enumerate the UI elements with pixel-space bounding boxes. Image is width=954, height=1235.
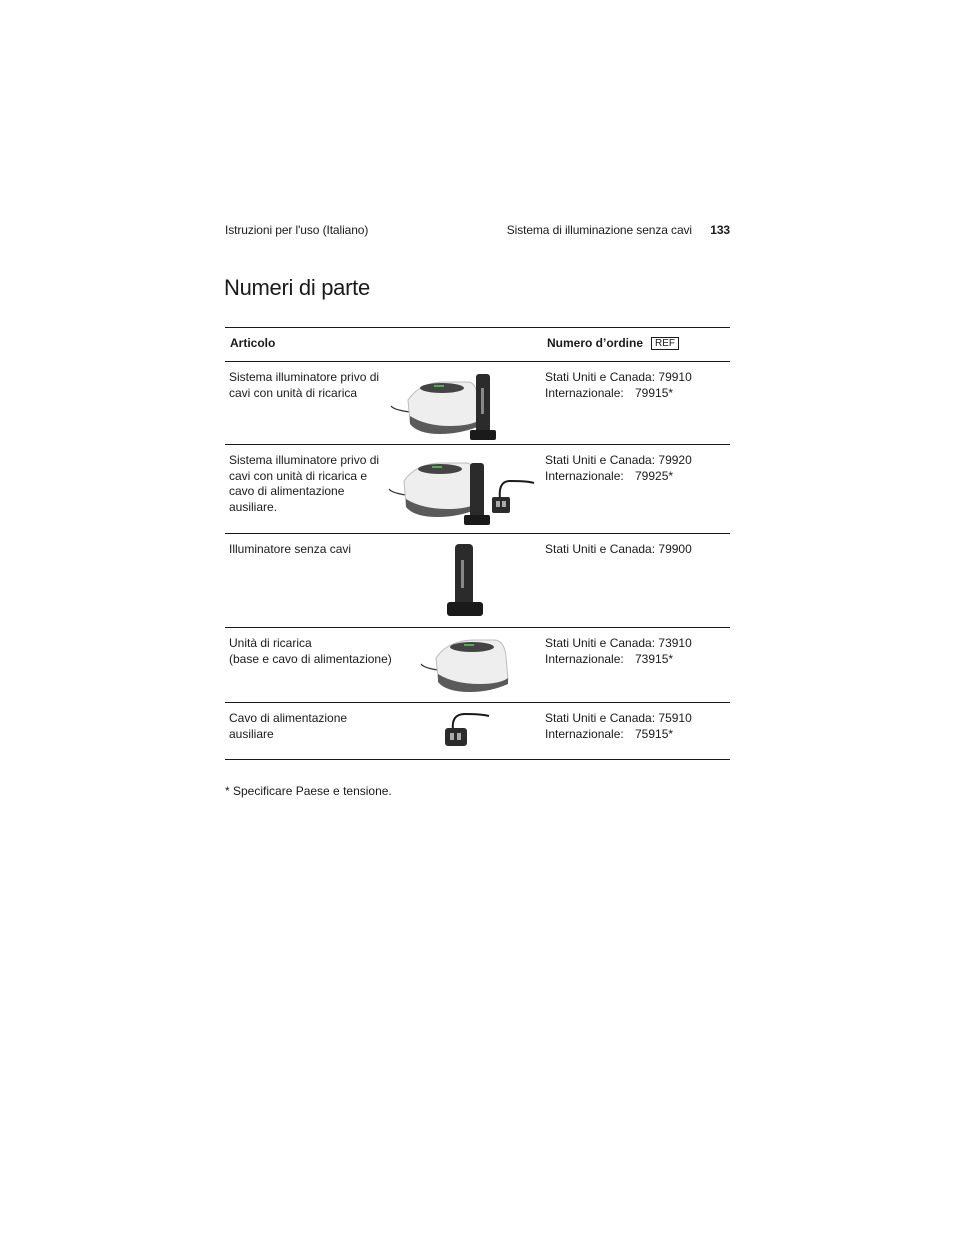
table-header <box>225 328 730 362</box>
order-line-us-canada <box>545 453 692 469</box>
part-numbers-table <box>225 327 730 760</box>
order-label: Stati Uniti e Canada: <box>545 453 656 467</box>
order-line-international <box>545 727 692 743</box>
order-numbers <box>545 453 692 484</box>
table-row <box>225 703 730 759</box>
table-row <box>225 445 730 534</box>
page-number: 133 <box>710 223 730 237</box>
item-description-line: (base e cavo di alimentazione) <box>229 651 392 666</box>
ref-symbol: REF <box>651 337 679 350</box>
column-header-order-number <box>547 335 679 351</box>
item-description: Illuminatore senza cavi <box>229 542 352 556</box>
order-line-international <box>545 469 692 485</box>
order-label: Stati Uniti e Canada: <box>545 711 656 725</box>
order-number: 75910 <box>658 711 692 725</box>
column-header-order-number-label: Numero d’ordine <box>547 336 644 350</box>
item-description: Sistema illuminatore privo di cavi con unità di ricarica e cavo di alimentazione ausiliare. <box>229 453 380 514</box>
order-line-international <box>545 652 692 668</box>
charger-illuminator-and-cable-image <box>388 451 538 531</box>
order-numbers <box>545 711 692 742</box>
header-section-title: Sistema di illuminazione senza cavi <box>506 223 692 237</box>
order-number: 79920 <box>658 453 692 467</box>
order-line-us-canada <box>545 636 692 652</box>
order-numbers <box>545 636 692 667</box>
charger-image <box>420 634 512 698</box>
running-header <box>225 222 730 238</box>
illuminator-image <box>445 542 485 620</box>
order-line-us-canada <box>545 542 692 558</box>
order-number: 73915* <box>635 651 674 666</box>
order-number: 79900 <box>658 542 692 556</box>
item-description: Sistema illuminatore privo di cavi con unità di ricarica <box>229 370 380 400</box>
order-number: 79925* <box>635 468 674 483</box>
order-line-us-canada <box>545 711 692 727</box>
table-row <box>225 534 730 628</box>
header-manual-title: Istruzioni per l'uso (Italiano) <box>225 223 369 237</box>
order-line-international <box>545 386 692 402</box>
order-number: 79910 <box>658 370 692 384</box>
page-title: Numeri di parte <box>224 275 370 300</box>
order-number: 75915* <box>635 726 674 741</box>
order-label: Stati Uniti e Canada: <box>545 542 656 556</box>
charger-and-illuminator-image <box>390 368 500 444</box>
order-label: Internazionale: <box>545 385 624 400</box>
footnote: * Specificare Paese e tensione. <box>225 784 392 798</box>
order-label: Stati Uniti e Canada: <box>545 370 656 384</box>
order-number: 73910 <box>658 636 692 650</box>
column-header-article: Articolo <box>230 336 276 350</box>
table-row <box>225 362 730 445</box>
item-description: Cavo di alimentazione ausiliare <box>229 711 348 741</box>
item-description <box>229 636 392 667</box>
order-label: Internazionale: <box>545 468 624 483</box>
order-numbers <box>545 542 692 558</box>
order-label: Internazionale: <box>545 726 624 741</box>
order-number: 79915* <box>635 385 674 400</box>
order-label: Stati Uniti e Canada: <box>545 636 656 650</box>
order-line-us-canada <box>545 370 692 386</box>
power-cable-image <box>441 708 491 752</box>
item-description-line: Unità di ricarica <box>229 636 312 650</box>
table-row <box>225 628 730 703</box>
order-numbers <box>545 370 692 401</box>
order-label: Internazionale: <box>545 651 624 666</box>
